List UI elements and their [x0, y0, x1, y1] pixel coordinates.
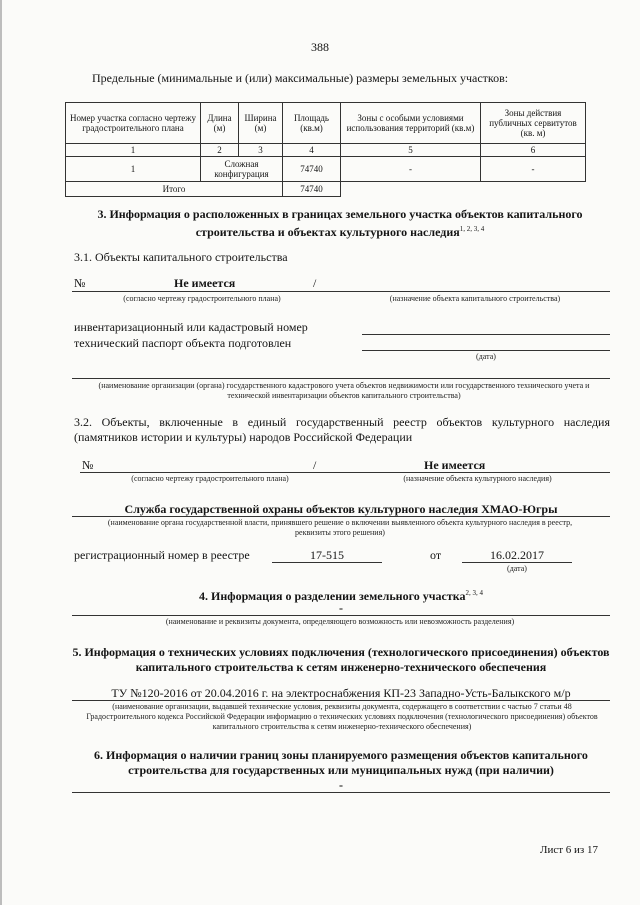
section4-caption: (наименование и реквизиты документа, определяющего возможность или невозможность разделения): [165, 617, 515, 626]
col-number: 5: [341, 144, 481, 157]
section5-value: ТУ №120-2016 от 20.04.2016 г. на электроснабжения КП-23 Западно-Усть-Балыкского м/р: [111, 686, 571, 700]
section32-no: №: [82, 458, 94, 472]
section32-value: Не имеется: [424, 458, 486, 472]
section31-no: №: [74, 276, 86, 290]
section31-slash: /: [313, 276, 317, 290]
tech-passport-date-line: [362, 350, 610, 351]
reg-date: 16.02.2017: [490, 548, 544, 562]
cell-zones: -: [341, 157, 481, 182]
section6-title: 6. Информация о наличии границ зоны планируемого размещения объектов капитального строительства для государственных или муниципальных нужд (при наличии): [94, 748, 588, 777]
header-special-zones: Зоны с особыми условиями использования территорий (кв.м): [341, 103, 481, 144]
page-number: 388: [311, 40, 329, 54]
table-caption: Предельные (минимальные и (или) максимальные) размеры земельных участков:: [92, 71, 509, 85]
authority-underline: [72, 516, 610, 517]
inventory-number-label: инвентаризационный или кадастровый номер: [74, 320, 308, 334]
section32-underline: [80, 472, 610, 473]
section32-caption-left: (согласно чертежу градостроительного плана): [131, 474, 289, 483]
authority-name: Служба государственной охраны объектов культурного наследия ХМАО-Югры: [124, 502, 558, 516]
inventory-number-line: [362, 334, 610, 335]
org-underline: [72, 378, 610, 379]
header-width: Ширина (м): [239, 103, 283, 144]
section5-caption: (наименование организации, выдавшей технические условия, реквизиты документа, содержащего в соответствии с частью 7 статьи 48 Градостроительного кодекса Российской Федерации информацию о технических условиях подключения (технологического присоединения) объектов капитального строительства к сетям инженерно-технического обеспечения): [86, 702, 598, 731]
table-row: [66, 157, 586, 182]
section4-value: -: [339, 601, 343, 615]
section31-caption-right: (назначение объекта капитального строительства): [389, 294, 561, 303]
col-number: 3: [239, 144, 283, 157]
section6-value: -: [339, 778, 343, 792]
col-number: 2: [201, 144, 239, 157]
scan-edge-shadow: [0, 0, 2, 905]
cell-total-area: 74740: [283, 182, 341, 197]
col-number: 1: [66, 144, 201, 157]
section5-title: 5. Информация о технических условиях подключения (технологического присоединения) объектов капитального строительства к сетям инженерно-технического обеспечения: [72, 645, 610, 674]
section32-slash: /: [313, 458, 317, 472]
cell-dimensions: Сложная конфигурация: [201, 157, 283, 182]
table-total-row: [66, 182, 586, 197]
reg-from-label: от: [430, 548, 442, 562]
col-number: 6: [481, 144, 586, 157]
section4-title: 4. Информация о разделении земельного участка$^{2, 3, 4}$: [199, 589, 483, 603]
section3-title: 3. Информация о расположенных в границах земельного участка объектов капитального строительства и объектах культурного наследия$^{1, 2, 3, 4}$: [97, 207, 583, 239]
section31-value: Не имеется: [174, 276, 236, 290]
org-caption: (наименование организации (органа) государственного кадастрового учета объектов недвижимости или государственного технического учета и технической инвентаризации объектов капитального строительства): [98, 381, 590, 400]
tech-passport-date-caption: (дата): [476, 352, 496, 361]
reg-date-caption: (дата): [507, 564, 527, 573]
authority-caption: (наименование органа государственной власти, принявшего решение о включении выявленного объекта культурного наследия в реестр, реквизиты этого решения): [107, 518, 573, 537]
header-servitudes: Зоны действия публичных сервитутов (кв. м): [481, 103, 586, 144]
reg-number-label: регистрационный номер в реестре: [74, 548, 250, 562]
section6-underline: [72, 792, 610, 793]
tech-passport-label: технический паспорт объекта подготовлен: [74, 336, 292, 350]
header-length: Длина (м): [201, 103, 239, 144]
col-number: 4: [283, 144, 341, 157]
cell-servitudes: -: [481, 157, 586, 182]
cell-area: 74740: [283, 157, 341, 182]
header-area: Площадь (кв.м): [283, 103, 341, 144]
cell-total-label: Итого: [66, 182, 283, 197]
section5-underline: [72, 700, 610, 701]
reg-number: 17-515: [310, 548, 344, 562]
section31-caption-left: (согласно чертежу градостроительного плана): [123, 294, 281, 303]
section32-heading: 3.2. Объекты, включенные в единый государственный реестр объектов культурного наследия (памятников истории и культуры) народов Российской Федерации: [74, 415, 610, 444]
sheet-number: Лист 6 из 17: [540, 844, 599, 856]
reg-number-line: [272, 562, 382, 563]
header-plot-number: Номер участка согласно чертежу градостроительного плана: [66, 103, 201, 144]
cell-plot-number: 1: [66, 157, 201, 182]
section32-caption-right: (назначение объекта культурного наследия): [403, 474, 552, 483]
land-plot-sizes-table: [65, 102, 586, 197]
section31-underline: [72, 291, 610, 292]
section4-underline: [72, 615, 610, 616]
reg-date-line: [462, 562, 572, 563]
section31-heading: 3.1. Объекты капитального строительства: [74, 250, 288, 264]
